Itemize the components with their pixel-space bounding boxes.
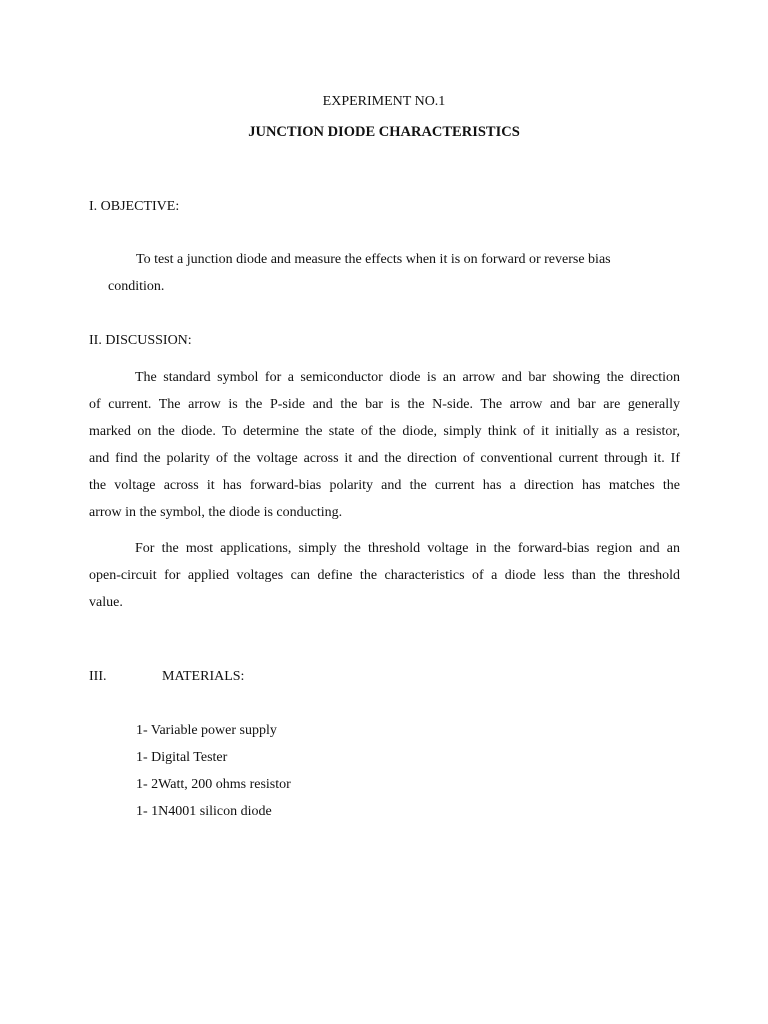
experiment-number: EXPERIMENT NO.1 — [322, 94, 446, 109]
discussion-paragraph-2 — [89, 540, 680, 621]
discussion-p1-line: the voltage across it has forward-bias polarity and the current has a direction has matches the — [89, 478, 680, 493]
discussion-p2-line: For the most applications, simply the threshold voltage in the forward-bias region and an — [135, 541, 680, 556]
discussion-paragraph-1 — [89, 369, 680, 531]
objective-line-2: condition. — [108, 279, 165, 294]
objective-heading: I. OBJECTIVE: — [89, 199, 180, 214]
objective-line-1: To test a junction diode and measure the effects when it is on forward or reverse bias — [136, 252, 611, 267]
discussion-p1-line: and find the polarity of the voltage across it and the direction of conventional current through it. If — [89, 451, 680, 466]
materials-list-item: 1- 1N4001 silicon diode — [136, 804, 272, 819]
materials-heading-number: III. — [89, 669, 107, 684]
discussion-p2-line: value. — [89, 595, 123, 610]
materials-list-item: 1- Digital Tester — [136, 750, 228, 765]
materials-heading-label: MATERIALS: — [162, 669, 245, 684]
discussion-p1-line: marked on the diode. To determine the state of the diode, simply think of it initially as a resistor, — [89, 424, 680, 439]
materials-list-item: 1- Variable power supply — [136, 723, 277, 738]
discussion-heading: II. DISCUSSION: — [89, 333, 192, 348]
discussion-p2-line: open-circuit for applied voltages can define the characteristics of a diode less than the threshold — [89, 568, 680, 583]
discussion-p1-line: arrow in the symbol, the diode is conducting. — [89, 505, 343, 520]
discussion-p1-line: of current. The arrow is the P-side and the bar is the N-side. The arrow and bar are generally — [89, 397, 680, 412]
page-title: JUNCTION DIODE CHARACTERISTICS — [248, 124, 520, 140]
discussion-p1-line: The standard symbol for a semiconductor diode is an arrow and bar showing the direction — [135, 370, 680, 385]
materials-list-item: 1- 2Watt, 200 ohms resistor — [136, 777, 291, 792]
